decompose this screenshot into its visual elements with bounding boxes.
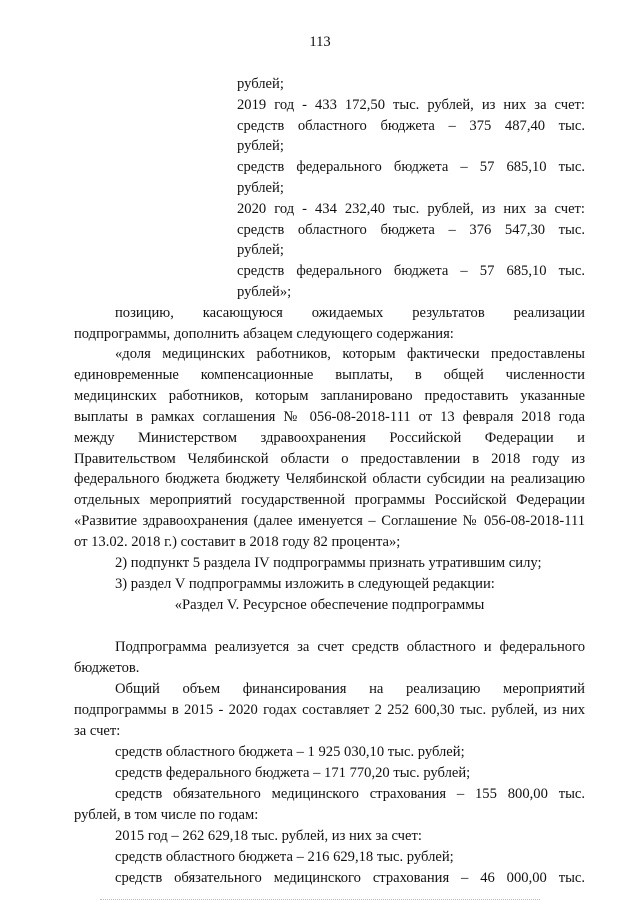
text-line: 3) раздел V подпрограммы изложить в следующей редакции: [115, 576, 495, 592]
text-line: между Министерством здравоохранения Российской Федерации и [74, 430, 585, 446]
text-line: бюджетов. [74, 660, 140, 676]
text-line: единовременные компенсационные выплаты, в общей численности [74, 367, 585, 383]
text-line: рублей»; [237, 284, 292, 300]
text-line: «доля медицинских работников, которым фактически предоставлены [115, 346, 585, 362]
text-line: 2015 год – 262 629,18 тыс. рублей, из них за счет: [115, 828, 422, 844]
text-line: от 13.02. 2018 г.) составит в 2018 году 82 процента»; [74, 534, 401, 550]
text-line: средств областного бюджета – 1 925 030,10 тыс. рублей; [115, 744, 465, 760]
text-line: позицию, касающуюся ожидаемых результатов реализации [115, 305, 585, 321]
text-line: подпрограммы, дополнить абзацем следующего содержания: [74, 326, 454, 342]
text-line: выплаты в рамках соглашения № 056-08-2018-111 от 13 февраля 2018 года [74, 409, 585, 425]
text-line: средств федерального бюджета – 171 770,20 тыс. рублей; [115, 765, 471, 781]
text-line: «Развитие здравоохранения (далее именуется – Соглашение № 056-08-2018-111 [74, 513, 585, 529]
text-line: отдельных мероприятий государственной программы Российской Федерации [74, 492, 585, 508]
text-line: Общий объем финансирования на реализацию мероприятий [115, 681, 585, 697]
text-line: рублей; [237, 76, 284, 92]
text-line: 2019 год - 433 172,50 тыс. рублей, из них за счет: [237, 97, 585, 113]
text-line: рублей; [237, 138, 284, 154]
text-line: медицинских работников, которым запланировано предоставить указанные [74, 388, 585, 404]
text-line: федерального бюджета бюджету Челябинской области субсидии на реализацию [74, 471, 585, 487]
text-line: подпрограммы в 2015 - 2020 годах составляет 2 252 600,30 тыс. рублей, из них [74, 702, 585, 718]
text-line: 2) подпункт 5 раздела IV подпрограммы признать утратившим силу; [115, 555, 542, 571]
text-line: средств федерального бюджета – 57 685,10 тыс. [237, 159, 585, 175]
text-line: Подпрограмма реализуется за счет средств областного и федерального [115, 639, 585, 655]
text-line: средств обязательного медицинского страхования – 46 000,00 тыс. [115, 870, 585, 886]
page-number: 113 [309, 34, 331, 50]
text-line: за счет: [74, 723, 121, 739]
text-line: средств областного бюджета – 216 629,18 тыс. рублей; [115, 849, 454, 865]
text-line: Правительством Челябинской области о предоставлении в 2018 году из [74, 451, 585, 467]
text-line: средств областного бюджета – 376 547,30 тыс. [237, 222, 585, 238]
text-line: 2020 год - 434 232,40 тыс. рублей, из них за счет: [237, 201, 585, 217]
text-line: рублей; [237, 180, 284, 196]
text-line: рублей, в том числе по годам: [74, 807, 259, 823]
section-heading: «Раздел V. Ресурсное обеспечение подпрограммы [174, 597, 485, 613]
text-line: средств областного бюджета – 375 487,40 тыс. [237, 118, 585, 134]
text-line: рублей; [237, 242, 284, 258]
scan-edge-divider [100, 899, 540, 900]
text-line: средств обязательного медицинского страхования – 155 800,00 тыс. [115, 786, 585, 802]
text-line: средств федерального бюджета – 57 685,10 тыс. [237, 263, 585, 279]
